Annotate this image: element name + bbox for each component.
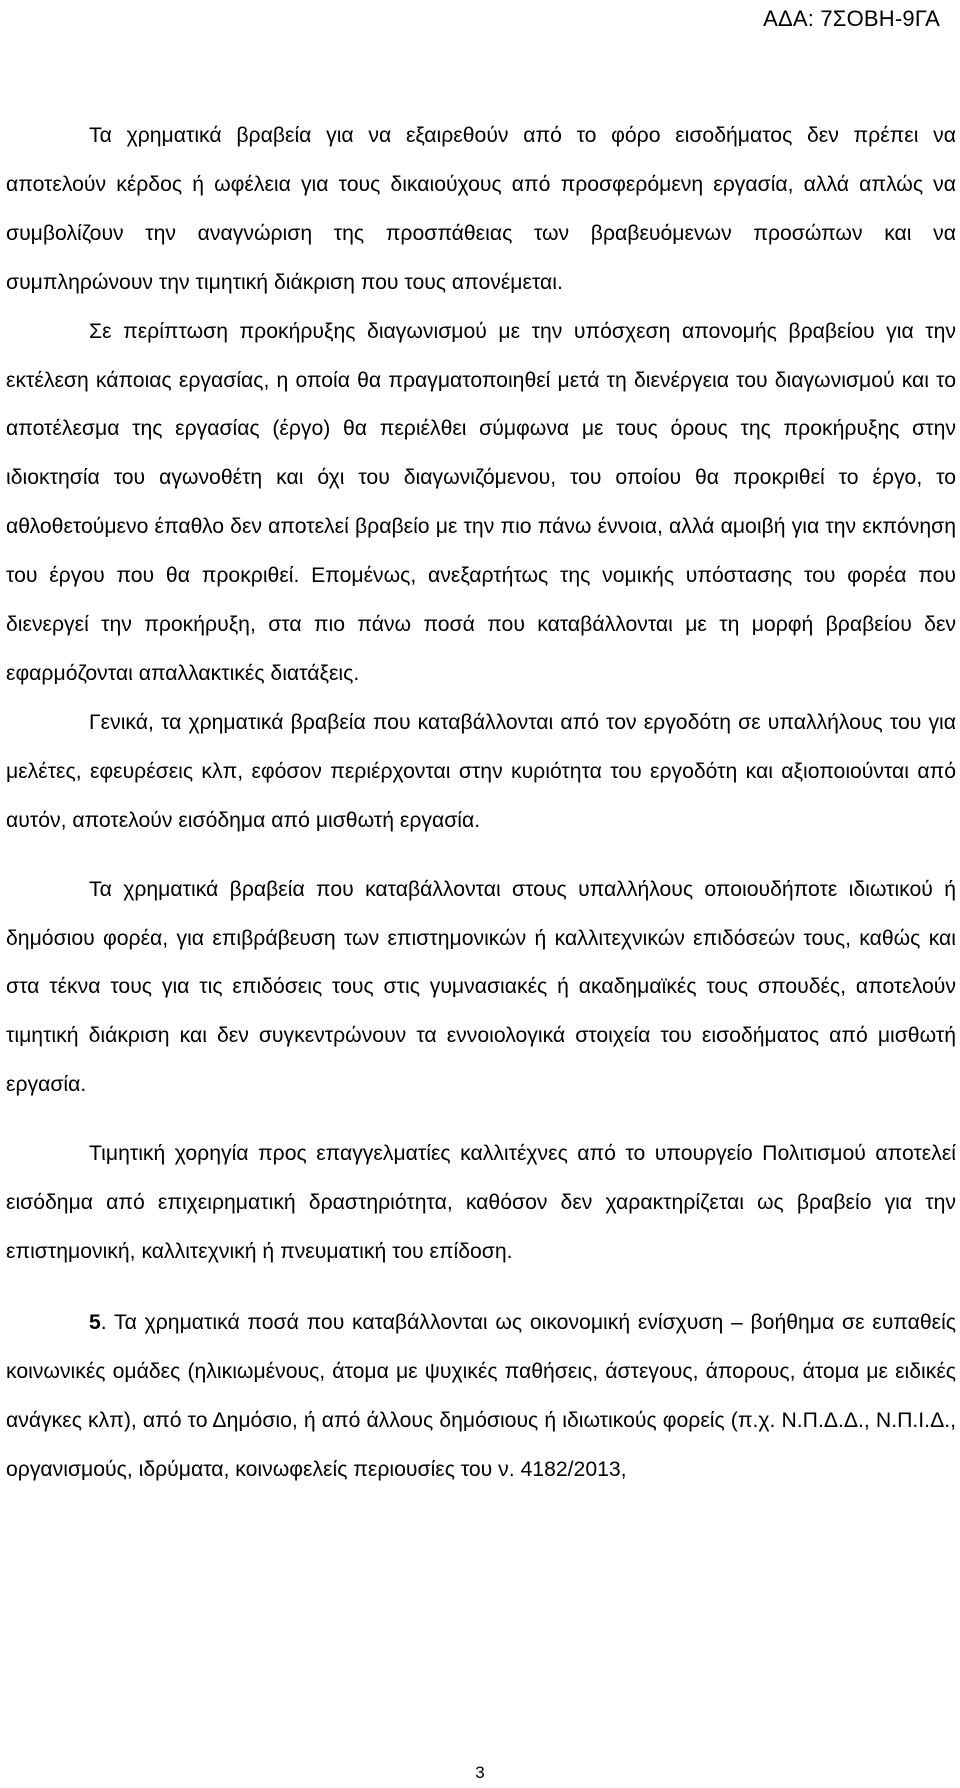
section-number: 5 (89, 1310, 101, 1334)
paragraph-employee-awards: Τα χρηματικά βραβεία που καταβάλλονται στους υπαλλήλους οποιουδήποτε ιδιωτικού ή δημόσιου φορέα, για επιβράβευση των επιστημονικών ή καλλιτεχνικών επιδόσεών τους, καθώς και στα τέκνα τους για τις επιδόσεις τους στις γυμνασιακές ή ακαδημαϊκές τους σπουδές, αποτελούν τιμητική διάκριση και δεν συγκεντρώνουν τα εννοιολογικά στοιχεία του εισοδήματος από μισθωτή εργασία. (6, 877, 956, 1097)
section-5-text: . Τα χρηματικά ποσά που καταβάλλονται ως οικονομική ενίσχυση – βοήθημα σε ευπαθείς κοινωνικές ομάδες (ηλικιωμένους, άτομα με ψυχικές παθήσεις, άστεγους, άπορους, άτομα με ειδικές ανάγκες κλπ), από το Δημόσιο, ή από άλλους δημόσιους ή ιδιωτικούς φορείς (π.χ. Ν.Π.Δ.Δ., Ν.Π.Ι.Δ., οργανισμούς, ιδρύματα, κοινωφελείς περιουσίες του ν. 4182/2013, (6, 1310, 956, 1481)
paragraph-section-5 (6, 1299, 956, 1495)
paragraph-employer-awards: Γενικά, τα χρηματικά βραβεία που καταβάλλονται από τον εργοδότη σε υπαλλήλους του για μελέτες, εφευρέσεις κλπ, εφόσον περιέρχονται στην κυριότητα του εργοδότη και αξιοποιούνται από αυτόν, αποτελούν εισόδημα από μισθωτή εργασία. (6, 710, 956, 832)
paragraph-competition-prize: Σε περίπτωση προκήρυξης διαγωνισμού με την υπόσχεση απονομής βραβείου για την εκτέλεση κάποιας εργασίας, η οποία θα πραγματοποιηθεί μετά τη διενέργεια του διαγωνισμού και το αποτέλεσμα της εργασίας (έργο) θα περιέλθει σύμφωνα με τους όρους της προκήρυξης στην ιδιοκτησία του αγωνοθέτη και όχι του διαγωνιζόμενου, του οποίου θα προκριθεί το έργο, το αθλοθετούμενο έπαθλο δεν αποτελεί βραβείο με την πιο πάνω έννοια, αλλά αμοιβή για την εκπόνηση του έργου που θα προκριθεί. Επομένως, ανεξαρτήτως της νομικής υπόστασης του φορέα που διενεργεί την προκήρυξη, στα πιο πάνω ποσά που καταβάλλονται με τη μορφή βραβείου δεν εφαρμόζονται απαλλακτικές διατάξεις. (6, 319, 956, 685)
ada-identifier: ΑΔΑ: 7ΣΟΒΗ-9ΓΑ (763, 6, 940, 31)
page-number: 3 (475, 1763, 485, 1782)
document-body (6, 112, 956, 1494)
paragraph-awards-exemption: Τα χρηματικά βραβεία για να εξαιρεθούν από το φόρο εισοδήματος δεν πρέπει να αποτελούν κέρδος ή ωφέλεια για τους δικαιούχους από προσφερόμενη εργασία, αλλά απλώς να συμβολίζουν την αναγνώριση της προσπάθειας των βραβευόμενων προσώπων και να συμπληρώνουν την τιμητική διάκριση που τους απονέμεται. (6, 124, 956, 294)
paragraph-culture-grant: Τιμητική χορηγία προς επαγγελματίες καλλιτέχνες από το υπουργείο Πολιτισμού αποτελεί εισόδημα από επιχειρηματική δραστηριότητα, καθόσον δεν χαρακτηρίζεται ως βραβείο για την επιστημονική, καλλιτεχνική ή πνευματική του επίδοση. (6, 1142, 956, 1263)
